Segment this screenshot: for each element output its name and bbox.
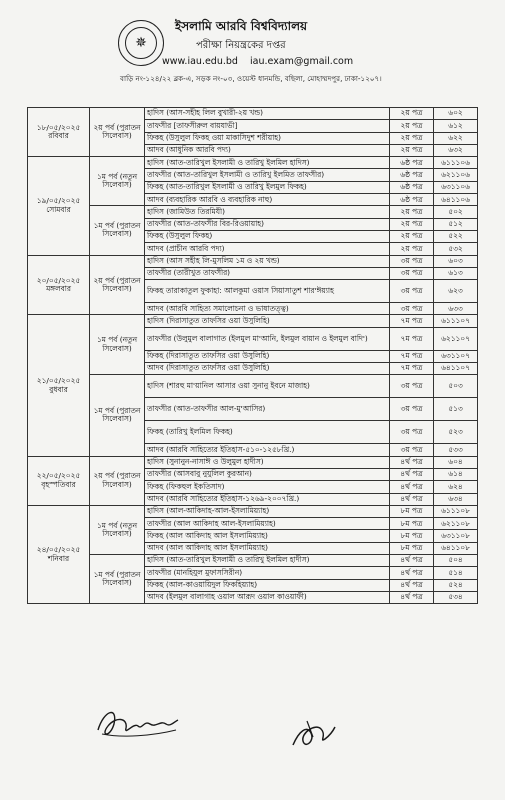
paper-cell: ৮ম পত্র (390, 518, 434, 530)
subject-cell: হাদিস (শারহু মা'য়ানিল আসার ওয়া সুনানু ইবনে মাজাহ) (145, 375, 390, 398)
semester-cell: ১ম পর্ব (নতুন সিলেবাস) (90, 157, 145, 206)
subject-cell: হাদিস (দিরাসাতুত তাফসির ওয়া উসুলিহি) (145, 315, 390, 327)
subject-cell: হাদিস (আত-তারিখুল ইসলামী ও তারিখু ইলমিল হাদীস) (145, 555, 390, 567)
paper-cell: ২য় পত্র (390, 230, 434, 242)
exam-date-cell (28, 108, 90, 157)
subject-cell: ফিকহ (তারিখু ইলমিল ফিকহ) (145, 421, 390, 444)
course-code-cell: ৬০২ (434, 108, 478, 120)
course-code-cell: ৬৩১১০৮ (434, 530, 478, 542)
course-code-cell: ৬২১১০৮ (434, 518, 478, 530)
course-code-cell: ৬১৩ (434, 267, 478, 279)
exam-date-cell (28, 505, 90, 603)
exam-date: ২০/০৫/২০২৫ (36, 275, 81, 285)
subject-cell: আদব (দিরাসাতুত তাফসির ওয়া উসুলিহি) (145, 363, 390, 375)
subject-cell: তাফসীর (মানহিযুল মুফাসসিরীন) (145, 567, 390, 579)
paper-cell: ২য় পত্র (390, 144, 434, 156)
course-code-cell: ৫৩৪ (434, 591, 478, 603)
paper-cell: ৪র্থ পত্র (390, 555, 434, 567)
subject-cell: ফিকহ (আল আকিদাহ আল ইসলামিয়্যাহ) (145, 530, 390, 542)
paper-cell: ৬ষ্ঠ পত্র (390, 181, 434, 193)
paper-cell: ৭ম পত্র (390, 350, 434, 362)
subject-cell: ফিকহ (ফিকহুল ইকতিসাদ) (145, 481, 390, 493)
paper-cell: ৮ম পত্র (390, 542, 434, 554)
website-link[interactable]: www.iau.edu.bd (162, 56, 238, 67)
course-code-cell: ৫১৩ (434, 398, 478, 421)
table-row (28, 315, 478, 327)
course-code-cell: ৬১১১০৮ (434, 505, 478, 517)
book-icon: ✵ (125, 27, 157, 59)
semester-cell: ২য় পর্ব (পুরাতন সিলেবাস) (90, 456, 145, 505)
semester-cell: ২য় পর্ব (পুরাতন সিলেবাস) (90, 255, 145, 315)
subject-cell: আদব (আরবি সাহিত্য সমালোচনা ও ভাষাতত্ত্ব) (145, 303, 390, 315)
course-code-cell: ৬২২ (434, 132, 478, 144)
signature-2 (285, 715, 340, 753)
paper-cell: ৩য় পত্র (390, 280, 434, 303)
paper-cell: ৩য় পত্র (390, 398, 434, 421)
exam-weekday: সোমবার (46, 204, 71, 214)
paper-cell: ৬ষ্ঠ পত্র (390, 194, 434, 206)
paper-cell: ৩য় পত্র (390, 421, 434, 444)
semester-cell: ১ম পর্ব (পুরাতন সিলেবাস) (90, 375, 145, 456)
course-code-cell: ৫২৪ (434, 579, 478, 591)
subject-cell: হাদিস (আত-তারিখুল ইসলামী ও তারিখু ইলমিল হাদিস) (145, 157, 390, 169)
document-header (0, 0, 505, 100)
paper-cell: ২য় পত্র (390, 108, 434, 120)
subject-cell: তাফসীর [তাফসীরুল বায়যাভী] (145, 120, 390, 132)
subject-cell: তাফসীর (আল আকিদাহ আল-ইসলামিয়্যাহ) (145, 518, 390, 530)
subject-cell: হাদিস (সুনানুন-নাসাঈ ও উলুমুল হাদীস) (145, 456, 390, 468)
subject-cell: আদব (ইলমুল বালাগাহ ওয়াল আরূদ ওয়াল কাওয়াফী) (145, 591, 390, 603)
course-code-cell: ৬৪১১০৭ (434, 363, 478, 375)
subject-cell: ফিকহ (উসুলুল ফিকহ ওয়া মাকাসিদুশ শরীয়াহ) (145, 132, 390, 144)
table-row (28, 456, 478, 468)
paper-cell: ৭ম পত্র (390, 315, 434, 327)
paper-cell: ৮ম পত্র (390, 505, 434, 517)
course-code-cell: ৫২২ (434, 230, 478, 242)
semester-cell: ১ম পর্ব (নতুন সিলেবাস) (90, 315, 145, 375)
paper-cell: ৪র্থ পত্র (390, 493, 434, 505)
subject-cell: আদব (আল আকিদাহ আল ইসলামিয়্যাহ) (145, 542, 390, 554)
paper-cell: ৭ম পত্র (390, 363, 434, 375)
subject-cell: তাফসীর (তারীখুত তাফসীর) (145, 267, 390, 279)
paper-cell: ২য় পত্র (390, 206, 434, 218)
subject-cell: ফিকহ (আত-তারিখুল ইসলামী ও তারিখু ইলমুল ফিকহ) (145, 181, 390, 193)
table-row (28, 206, 478, 218)
exam-date: ২২/০৫/২০২৫ (36, 471, 81, 481)
subject-cell: ফিকহ (দিরাসাতুত তাফসির ওয়া উসুলিহি) (145, 350, 390, 362)
signature-1 (92, 700, 182, 742)
paper-cell: ৪র্থ পত্র (390, 591, 434, 603)
exam-weekday: বৃহস্পতিবার (41, 479, 76, 489)
exam-date-cell (28, 157, 90, 255)
paper-cell: ৪র্থ পত্র (390, 481, 434, 493)
paper-cell: ২য় পত্র (390, 132, 434, 144)
paper-cell: ২য় পত্র (390, 243, 434, 255)
paper-cell: ৩য় পত্র (390, 267, 434, 279)
table-row (28, 555, 478, 567)
semester-cell: ১ম পর্ব (নতুন সিলেবাস) (90, 505, 145, 554)
paper-cell: ৪র্থ পত্র (390, 456, 434, 468)
semester-cell: ১ম পর্ব (পুরাতন সিলেবাস) (90, 555, 145, 604)
subject-cell: তাফসীর (আত-তাফসীর বির-রিওয়ায়াহ) (145, 218, 390, 230)
course-code-cell: ৬১২ (434, 120, 478, 132)
subject-cell: ফিকহ তারাকাতুল ফুকাহা: আলকুমা ওয়াস সিয়াসাতুশ শার'ঈয়্যাহ (145, 280, 390, 303)
course-code-cell: ৬৩২ (434, 144, 478, 156)
subject-cell: তাফসীর (আত-তারিখুল ইসলামী ও তারিখু ইলমিত তাফসীর) (145, 169, 390, 181)
subject-cell: তাফসীর (আত-তাফসীর আল-মু'আসির) (145, 398, 390, 421)
course-code-cell: ৫৩৩ (434, 444, 478, 456)
course-code-cell: ৬০৪ (434, 456, 478, 468)
office-name: পরীক্ষা নিয়ন্ত্রকের দপ্তর (196, 40, 286, 51)
course-code-cell: ৬৪১১০৮ (434, 542, 478, 554)
contact-line (162, 56, 353, 67)
course-code-cell: ৬০৩ (434, 255, 478, 267)
course-code-cell: ৫৩২ (434, 243, 478, 255)
paper-cell: ২য় পত্র (390, 218, 434, 230)
subject-cell: আদব (আধুনিক আরবি পদ্য) (145, 144, 390, 156)
course-code-cell: ৬২১১০৭ (434, 327, 478, 350)
subject-cell: তাফসীর (উলুমুল বালাগাত (ইলমুল মা'আনি, ইলমুল বায়ান ও ইলমুল বাদি') (145, 327, 390, 350)
paper-cell: ৩য় পত্র (390, 444, 434, 456)
exam-date: ১৯/০৫/২০২৫ (36, 196, 81, 206)
exam-schedule-table (27, 107, 478, 604)
course-code-cell: ৫০৩ (434, 375, 478, 398)
paper-cell: ৪র্থ পত্র (390, 468, 434, 480)
subject-cell: ফিকহ (আল-কাওয়ায়িদুল ফিকহিয়্যাহ) (145, 579, 390, 591)
subject-cell: আদব (আরবি সাহিত্যের ইতিহাস-৫১০-১২৫৮খ্রি.) (145, 444, 390, 456)
exam-weekday: শনিবার (47, 553, 70, 563)
course-code-cell: ৬৩১১০৬ (434, 181, 478, 193)
subject-cell: আদব (আরবি সাহিত্যের ইতিহাস-১২৬৯-২০০৭খ্রি.) (145, 493, 390, 505)
paper-cell: ৭ম পত্র (390, 327, 434, 350)
course-code-cell: ৫০২ (434, 206, 478, 218)
table-row (28, 255, 478, 267)
subject-cell: আদব (প্রাচীন আরবি পদ্য) (145, 243, 390, 255)
exam-weekday: রবিবার (48, 131, 69, 141)
course-code-cell: ৫২৩ (434, 421, 478, 444)
course-code-cell: ৬৩১১০৭ (434, 350, 478, 362)
paper-cell: ৪র্থ পত্র (390, 567, 434, 579)
paper-cell: ৪র্থ পত্র (390, 579, 434, 591)
paper-cell: ৮ম পত্র (390, 530, 434, 542)
course-code-cell: ৬৩৪ (434, 493, 478, 505)
course-code-cell: ৬২৪ (434, 481, 478, 493)
subject-cell: হাদিস (আস-সহীহ লিল বুখারী-২য় খন্ড) (145, 108, 390, 120)
subject-cell: আদব (ব্যবহারিক আরবি ও ব্যবহারিক নাহু) (145, 194, 390, 206)
subject-cell: ফিকহ (উসুলুল ফিকহ) (145, 230, 390, 242)
exam-date: ২৪/০৫/২০২৫ (36, 545, 81, 555)
course-code-cell: ৬৪১১০৬ (434, 194, 478, 206)
paper-cell: ৩য় পত্র (390, 303, 434, 315)
course-code-cell: ৫০৪ (434, 555, 478, 567)
university-name: ইসলামি আরবি বিশ্ববিদ্যালয় (175, 19, 308, 33)
subject-cell: হাদিস (আস সহীহ লি-মুসলিম ১ম ও ২য় খন্ড) (145, 255, 390, 267)
address-line: বাড়ি নং-১২৪/২২ ব্লক-এ, সড়ক নং-০৩, ওয়েস্ট ধানমন্ডি, বছিলা, মোহাম্মদপুর, ঢাকা-১২০৭। (120, 74, 382, 83)
email-link[interactable]: iau.exam@gmail.com (250, 56, 354, 67)
table-row (28, 505, 478, 517)
table-row (28, 157, 478, 169)
semester-cell: ২য় পর্ব (পুরাতন সিলেবাস) (90, 108, 145, 157)
course-code-cell: ৫১২ (434, 218, 478, 230)
subject-cell: তাফসীর (আসবাবু নুযুলিল কুরআন) (145, 468, 390, 480)
course-code-cell: ৬১১১০৬ (434, 157, 478, 169)
table-row (28, 108, 478, 120)
course-code-cell: ৬১১১০৭ (434, 315, 478, 327)
course-code-cell: ৬১৪ (434, 468, 478, 480)
table-row (28, 375, 478, 398)
course-code-cell: ৬৩৩ (434, 303, 478, 315)
exam-date-cell (28, 315, 90, 456)
course-code-cell: ৬২১১০৬ (434, 169, 478, 181)
exam-date: ২১/০৫/২০২৫ (36, 376, 81, 386)
exam-weekday: মঙ্গলবার (46, 284, 71, 293)
course-code-cell: ৬২৩ (434, 280, 478, 303)
paper-cell: ৩য় পত্র (390, 375, 434, 398)
exam-date: ১৮/০৫/২০২৫ (36, 122, 81, 132)
university-logo (118, 20, 164, 66)
exam-date-cell (28, 255, 90, 315)
paper-cell: ২য় পত্র (390, 120, 434, 132)
subject-cell: হাদিস (আল-আকিদাহ-আল-ইসলামিয়্যাহ) (145, 505, 390, 517)
course-code-cell: ৫১৪ (434, 567, 478, 579)
paper-cell: ৬ষ্ঠ পত্র (390, 169, 434, 181)
subject-cell: হাদিস (জামিউত তিরমিযী) (145, 206, 390, 218)
semester-cell: ১ম পর্ব (পুরাতন সিলেবাস) (90, 206, 145, 255)
exam-date-cell (28, 456, 90, 505)
exam-weekday: বুধবার (49, 384, 68, 394)
paper-cell: ৬ষ্ঠ পত্র (390, 157, 434, 169)
paper-cell: ৩য় পত্র (390, 255, 434, 267)
